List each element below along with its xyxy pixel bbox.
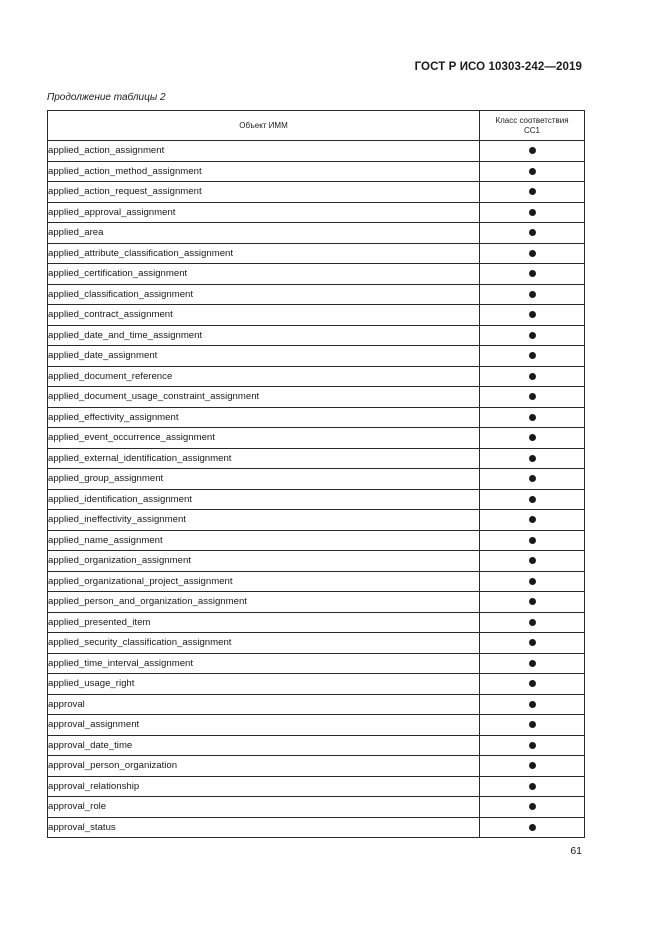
conformance-mark-cell (480, 243, 585, 264)
filled-circle-icon (529, 619, 536, 626)
table-body (48, 141, 585, 838)
conformance-mark-cell (480, 141, 585, 162)
conformance-mark-cell (480, 346, 585, 367)
imm-object-name: applied_external_identification_assignment (48, 448, 480, 469)
table-row (48, 674, 585, 695)
table-row (48, 489, 585, 510)
conformance-mark-cell (480, 653, 585, 674)
conformance-mark-cell (480, 182, 585, 203)
conformance-mark-cell (480, 223, 585, 244)
filled-circle-icon (529, 229, 536, 236)
imm-object-name: applied_ineffectivity_assignment (48, 510, 480, 531)
filled-circle-icon (529, 496, 536, 503)
imm-object-name: applied_organizational_project_assignment (48, 571, 480, 592)
conformance-mark-cell (480, 469, 585, 490)
table-row (48, 817, 585, 838)
table-row (48, 633, 585, 654)
conformance-mark-cell (480, 571, 585, 592)
imm-object-name: applied_name_assignment (48, 530, 480, 551)
conformance-mark-cell (480, 817, 585, 838)
table-row (48, 284, 585, 305)
imm-object-name: applied_classification_assignment (48, 284, 480, 305)
table-row (48, 612, 585, 633)
conformance-mark-cell (480, 735, 585, 756)
imm-object-name: applied_event_occurrence_assignment (48, 428, 480, 449)
table-row (48, 428, 585, 449)
imm-object-name: approval_assignment (48, 715, 480, 736)
imm-object-name: applied_organization_assignment (48, 551, 480, 572)
table-row (48, 715, 585, 736)
conformance-mark-cell (480, 305, 585, 326)
table-row (48, 325, 585, 346)
filled-circle-icon (529, 803, 536, 810)
imm-object-name: applied_date_and_time_assignment (48, 325, 480, 346)
conformance-mark-cell (480, 797, 585, 818)
table-row (48, 305, 585, 326)
imm-object-name: applied_time_interval_assignment (48, 653, 480, 674)
imm-object-name: applied_certification_assignment (48, 264, 480, 285)
conformance-mark-cell (480, 284, 585, 305)
column-header-object: Объект ИММ (48, 111, 480, 141)
imm-object-name: applied_document_usage_constraint_assignment (48, 387, 480, 408)
conformance-mark-cell (480, 612, 585, 633)
imm-object-name: applied_action_request_assignment (48, 182, 480, 203)
column-header-conformance-class-code: CC1 (523, 125, 540, 135)
conformance-mark-cell (480, 551, 585, 572)
conformance-mark-cell (480, 264, 585, 285)
table-row (48, 182, 585, 203)
conformance-mark-cell (480, 776, 585, 797)
imm-object-name: approval_role (48, 797, 480, 818)
table-row (48, 346, 585, 367)
imm-object-name: applied_approval_assignment (48, 202, 480, 223)
filled-circle-icon (529, 701, 536, 708)
filled-circle-icon (529, 537, 536, 544)
conformance-mark-cell (480, 161, 585, 182)
filled-circle-icon (529, 824, 536, 831)
document-standard-header: ГОСТ Р ИСО 10303-242—2019 (414, 61, 582, 73)
filled-circle-icon (529, 475, 536, 482)
filled-circle-icon (529, 270, 536, 277)
conformance-mark-cell (480, 694, 585, 715)
table-header-row (48, 111, 585, 141)
filled-circle-icon (529, 762, 536, 769)
imm-object-name: applied_presented_item (48, 612, 480, 633)
conformance-mark-cell (480, 510, 585, 531)
imm-object-name: applied_attribute_classification_assignment (48, 243, 480, 264)
imm-object-name: applied_action_assignment (48, 141, 480, 162)
filled-circle-icon (529, 660, 536, 667)
table-row (48, 469, 585, 490)
table-row (48, 141, 585, 162)
filled-circle-icon (529, 516, 536, 523)
filled-circle-icon (529, 147, 536, 154)
filled-circle-icon (529, 578, 536, 585)
table-row (48, 243, 585, 264)
conformance-mark-cell (480, 489, 585, 510)
table-row (48, 776, 585, 797)
filled-circle-icon (529, 188, 536, 195)
conformance-mark-cell (480, 674, 585, 695)
table-row (48, 387, 585, 408)
imm-object-name: applied_usage_right (48, 674, 480, 695)
filled-circle-icon (529, 168, 536, 175)
table-row (48, 223, 585, 244)
filled-circle-icon (529, 783, 536, 790)
imm-object-name: approval_status (48, 817, 480, 838)
table-row (48, 592, 585, 613)
conformance-mark-cell (480, 592, 585, 613)
table-row (48, 653, 585, 674)
filled-circle-icon (529, 434, 536, 441)
table-row (48, 797, 585, 818)
imm-object-name: approval (48, 694, 480, 715)
conformance-mark-cell (480, 428, 585, 449)
imm-object-name: approval_date_time (48, 735, 480, 756)
imm-object-name: applied_person_and_organization_assignment (48, 592, 480, 613)
imm-object-name: applied_document_reference (48, 366, 480, 387)
table-row (48, 551, 585, 572)
column-header-conformance-class-label: Класс соответствия (495, 115, 569, 125)
page-number: 61 (570, 845, 582, 857)
table-row (48, 510, 585, 531)
filled-circle-icon (529, 557, 536, 564)
imm-objects-table (47, 110, 585, 838)
table-row (48, 264, 585, 285)
filled-circle-icon (529, 250, 536, 257)
imm-object-name: applied_effectivity_assignment (48, 407, 480, 428)
filled-circle-icon (529, 414, 536, 421)
conformance-mark-cell (480, 387, 585, 408)
filled-circle-icon (529, 742, 536, 749)
conformance-mark-cell (480, 756, 585, 777)
table-row (48, 694, 585, 715)
table-row (48, 530, 585, 551)
imm-object-name: applied_date_assignment (48, 346, 480, 367)
imm-object-name: applied_contract_assignment (48, 305, 480, 326)
imm-object-name: applied_area (48, 223, 480, 244)
conformance-mark-cell (480, 407, 585, 428)
conformance-mark-cell (480, 325, 585, 346)
table-row (48, 366, 585, 387)
imm-object-name: applied_action_method_assignment (48, 161, 480, 182)
filled-circle-icon (529, 373, 536, 380)
filled-circle-icon (529, 680, 536, 687)
conformance-mark-cell (480, 530, 585, 551)
imm-object-name: approval_relationship (48, 776, 480, 797)
filled-circle-icon (529, 639, 536, 646)
table-row (48, 735, 585, 756)
filled-circle-icon (529, 393, 536, 400)
filled-circle-icon (529, 598, 536, 605)
table-row (48, 161, 585, 182)
table-row (48, 756, 585, 777)
imm-object-name: applied_security_classification_assignment (48, 633, 480, 654)
imm-object-name: applied_group_assignment (48, 469, 480, 490)
filled-circle-icon (529, 721, 536, 728)
filled-circle-icon (529, 455, 536, 462)
filled-circle-icon (529, 291, 536, 298)
conformance-mark-cell (480, 366, 585, 387)
conformance-mark-cell (480, 633, 585, 654)
table-row (48, 407, 585, 428)
filled-circle-icon (529, 209, 536, 216)
filled-circle-icon (529, 332, 536, 339)
table-row (48, 202, 585, 223)
imm-object-name: approval_person_organization (48, 756, 480, 777)
filled-circle-icon (529, 311, 536, 318)
table-row (48, 571, 585, 592)
imm-object-name: applied_identification_assignment (48, 489, 480, 510)
table-row (48, 448, 585, 469)
column-header-conformance-class (480, 111, 585, 141)
conformance-mark-cell (480, 448, 585, 469)
table-caption: Продолжение таблицы 2 (47, 92, 166, 103)
filled-circle-icon (529, 352, 536, 359)
conformance-mark-cell (480, 202, 585, 223)
conformance-mark-cell (480, 715, 585, 736)
